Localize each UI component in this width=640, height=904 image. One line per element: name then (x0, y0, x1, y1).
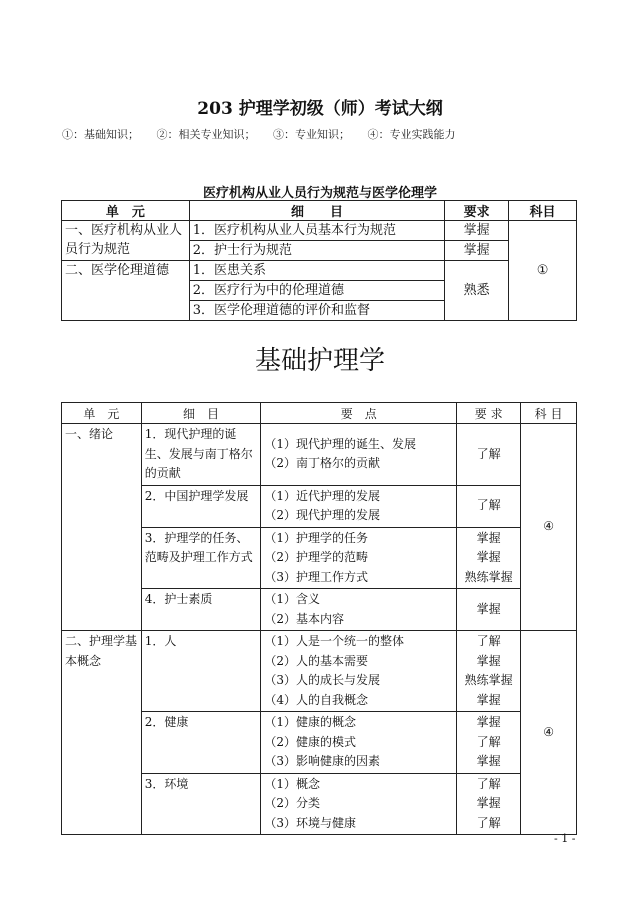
header-item: 细 目 (141, 403, 261, 424)
req-line: 掌握 (476, 653, 501, 668)
item-text: 3．护理学的任务、范畴及护理工作方式 (144, 530, 253, 564)
unit-cell: 二、医学伦理道德 (62, 261, 190, 321)
table-row (62, 261, 577, 281)
points-cell (261, 712, 457, 774)
requirement-cell (457, 773, 521, 835)
header-requirement: 要求 (445, 201, 509, 221)
ethics-table (61, 200, 577, 321)
item-text: 1．现代护理的诞生、发展与南丁格尔的贡献 (144, 427, 253, 480)
subject-cell: ① (509, 221, 577, 321)
point-line: （2）基本内容 (264, 611, 344, 626)
table-header-row (62, 403, 577, 424)
point-line: （1）护理学的任务 (264, 530, 368, 545)
req-line: 掌握 (476, 796, 501, 810)
item-cell (141, 424, 261, 486)
point-line: （2）健康的模式 (264, 734, 356, 749)
page-number: - 1 - (554, 832, 576, 845)
subject-cell: ④ (521, 424, 577, 631)
unit-cell: 一、绪论 (62, 424, 142, 631)
item-text: 4．护士素质 (144, 592, 213, 606)
header-unit: 单 元 (62, 403, 142, 424)
item-cell (141, 485, 261, 527)
subject-legend (62, 126, 470, 142)
table-header-row (62, 201, 577, 221)
requirement-cell (457, 527, 521, 589)
point-line: （2）现代护理的发展 (264, 508, 380, 522)
requirement-cell (457, 424, 521, 486)
legend-item: ④：专业实践能力 (367, 128, 456, 141)
req-line: 掌握 (476, 754, 501, 768)
requirement-cell: 熟悉 (445, 261, 509, 321)
item-cell: 1．医患关系 (189, 261, 444, 281)
req-line: 掌握 (476, 601, 501, 616)
requirement-cell (457, 631, 521, 712)
req-line: 了解 (476, 776, 501, 791)
point-line: （2）护理学的范畴 (264, 550, 368, 564)
legend-item: ③：专业知识； (273, 128, 350, 141)
legend-item: ①：基础知识； (62, 128, 139, 141)
subject-cell: ④ (521, 631, 577, 835)
point-line: （2）分类 (264, 796, 320, 810)
legend-item: ②：相关专业知识； (156, 128, 256, 141)
item-cell (141, 589, 261, 631)
item-cell: 3．环境 (141, 773, 261, 835)
point-line: （1）含义 (264, 592, 320, 606)
req-line: 了解 (476, 498, 501, 513)
header-subject: 科目 (509, 201, 577, 221)
requirement-cell: 掌握 (445, 241, 509, 261)
unit-cell: 一、医疗机构从业人员行为规范 (62, 221, 190, 261)
req-line: 了解 (476, 815, 501, 830)
points-cell (261, 631, 457, 712)
table-row (62, 221, 577, 241)
req-line: 了解 (476, 446, 501, 461)
req-line: 掌握 (476, 530, 501, 545)
point-line: （2）南丁格尔的贡献 (264, 456, 380, 471)
document-title: 203 护理学初级（师）考试大纲 (197, 99, 443, 119)
requirement-cell (457, 712, 521, 774)
req-line: 熟练掌握 (464, 569, 513, 584)
point-line: （1）现代护理的诞生、发展 (264, 436, 416, 451)
header-subject: 科 目 (521, 403, 577, 424)
table1-title: 医疗机构从业人员行为规范与医学伦理学 (202, 186, 437, 201)
point-line: （1）概念 (264, 776, 320, 791)
item-cell: 1．医疗机构从业人员基本行为规范 (189, 221, 444, 241)
req-line: 掌握 (476, 692, 501, 707)
header-requirement: 要 求 (457, 403, 521, 424)
requirement-cell (457, 485, 521, 527)
section-title: 基础护理学 (254, 346, 385, 376)
point-line: （1）人是一个统一的整体 (264, 634, 404, 648)
item-cell: 1．人 (141, 631, 261, 712)
table-row (62, 631, 577, 712)
points-cell (261, 527, 457, 589)
item-cell: 2．护士行为规范 (189, 241, 444, 261)
points-cell (261, 485, 457, 527)
item-cell: 3．医学伦理道德的评价和监督 (189, 301, 444, 321)
item-cell: 2．健康 (141, 712, 261, 774)
requirement-cell: 掌握 (445, 221, 509, 241)
item-text: 2．中国护理学发展 (144, 488, 249, 503)
points-cell (261, 773, 457, 835)
point-line: （3）影响健康的因素 (264, 754, 380, 768)
header-item: 细 目 (189, 201, 444, 221)
req-line: 了解 (476, 634, 501, 648)
point-line: （1）近代护理的发展 (264, 488, 380, 503)
point-line: （1）健康的概念 (264, 715, 356, 729)
item-cell: 2．医疗行为中的伦理道德 (189, 281, 444, 301)
table-row (62, 424, 577, 486)
points-cell (261, 589, 457, 631)
header-unit: 单 元 (62, 201, 190, 221)
req-line: 掌握 (476, 715, 501, 729)
requirement-cell (457, 589, 521, 631)
req-line: 熟练掌握 (464, 673, 513, 687)
point-line: （3）人的成长与发展 (264, 673, 380, 687)
item-cell (141, 527, 261, 589)
req-line: 了解 (476, 734, 501, 749)
unit-cell: 二、护理学基本概念 (62, 631, 142, 835)
point-line: （4）人的自我概念 (264, 692, 368, 707)
req-line: 掌握 (476, 550, 501, 564)
header-points: 要 点 (261, 403, 457, 424)
point-line: （2）人的基本需要 (264, 653, 368, 668)
point-line: （3）护理工作方式 (264, 569, 368, 584)
point-line: （3）环境与健康 (264, 815, 356, 830)
nursing-syllabus-table (61, 402, 577, 835)
points-cell (261, 424, 457, 486)
